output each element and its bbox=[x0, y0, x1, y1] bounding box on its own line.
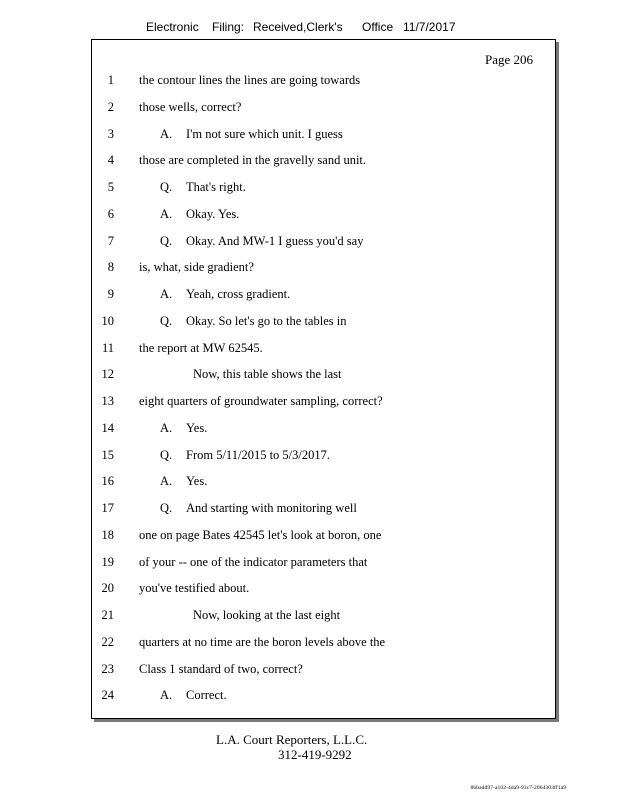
line-number: 22 bbox=[101, 634, 114, 649]
testimony-text: And starting with monitoring well bbox=[186, 501, 357, 515]
line-number: 19 bbox=[101, 554, 114, 569]
testimony-text: Correct. bbox=[186, 688, 227, 703]
testimony-text: From 5/11/2015 to 5/3/2017. bbox=[186, 447, 330, 462]
reporter-company: L.A. Court Reporters, L.L.C. bbox=[216, 732, 368, 747]
line-number: 24 bbox=[101, 688, 114, 703]
transcript-line bbox=[92, 124, 555, 144]
transcript-line bbox=[92, 231, 555, 251]
line-text bbox=[160, 445, 330, 465]
testimony-text: you've testified about. bbox=[139, 581, 250, 596]
testimony-text: Yes. bbox=[186, 474, 208, 489]
transcript-line bbox=[92, 525, 555, 545]
testimony-text: eight quarters of groundwater sampling, correct? bbox=[139, 394, 383, 408]
speaker-label: A. bbox=[160, 287, 173, 301]
line-text bbox=[139, 578, 249, 598]
transcript-line bbox=[92, 552, 555, 572]
transcript-line bbox=[92, 418, 555, 438]
line-text bbox=[139, 391, 383, 411]
line-text bbox=[160, 284, 290, 304]
transcript-line bbox=[92, 204, 555, 224]
speaker-label: Q. bbox=[160, 447, 173, 462]
transcript-line bbox=[92, 311, 555, 331]
line-number: 7 bbox=[107, 233, 114, 248]
line-text bbox=[139, 659, 303, 679]
filing-header-word: Office bbox=[362, 20, 394, 34]
line-text bbox=[160, 311, 346, 331]
line-text bbox=[139, 150, 366, 170]
transcript-line bbox=[92, 284, 555, 304]
speaker-label: Q. bbox=[160, 313, 173, 328]
line-number: 13 bbox=[101, 394, 114, 408]
line-number: 20 bbox=[101, 581, 114, 596]
speaker-label: Q. bbox=[160, 501, 173, 515]
line-text bbox=[160, 177, 246, 197]
transcript-line bbox=[92, 391, 555, 411]
line-text bbox=[160, 124, 343, 144]
filing-header-word: Filing: bbox=[212, 20, 245, 34]
testimony-text: Okay. Yes. bbox=[186, 206, 240, 221]
line-number: 14 bbox=[101, 420, 114, 435]
testimony-text: one on page Bates 42545 let's look at boron, one bbox=[139, 527, 382, 542]
line-text bbox=[139, 338, 263, 358]
line-text bbox=[139, 70, 360, 90]
transcript-line bbox=[92, 498, 555, 518]
line-number: 16 bbox=[101, 474, 114, 489]
testimony-text: That's right. bbox=[186, 180, 246, 194]
testimony-text: Yes. bbox=[186, 420, 208, 435]
line-text bbox=[139, 552, 367, 572]
testimony-text: the report at MW 62545. bbox=[139, 340, 263, 355]
line-text bbox=[139, 257, 254, 277]
transcript-line bbox=[92, 445, 555, 465]
testimony-text: of your -- one of the indicator parameters that bbox=[139, 554, 368, 569]
transcript-line bbox=[92, 632, 555, 652]
testimony-text: quarters at no time are the boron levels above the bbox=[139, 634, 386, 649]
document-id: 8bbadd97-a102-4da9-93c7-2064303ff1a9 bbox=[470, 785, 566, 791]
testimony-text: Okay. And MW-1 I guess you'd say bbox=[186, 233, 364, 248]
line-text bbox=[139, 525, 381, 545]
testimony-text: those are completed in the gravelly sand unit. bbox=[139, 153, 367, 168]
transcript-page bbox=[91, 39, 556, 719]
line-text bbox=[139, 97, 241, 117]
speaker-label: A. bbox=[160, 474, 173, 489]
filing-date: 11/7/2017 bbox=[403, 20, 456, 34]
line-number: 18 bbox=[101, 527, 114, 542]
line-text bbox=[193, 605, 340, 625]
testimony-text: Class 1 standard of two, correct? bbox=[139, 661, 303, 676]
line-number: 23 bbox=[101, 661, 114, 676]
line-text bbox=[160, 685, 227, 705]
transcript-line bbox=[92, 364, 555, 384]
transcript-line bbox=[92, 97, 555, 117]
line-text bbox=[139, 632, 385, 652]
line-text bbox=[193, 364, 341, 384]
page-number: Page 206 bbox=[484, 52, 533, 67]
line-number: 10 bbox=[101, 313, 114, 328]
line-number: 11 bbox=[101, 340, 114, 355]
line-number: 6 bbox=[107, 206, 114, 221]
transcript-line bbox=[92, 685, 555, 705]
testimony-text: the contour lines the lines are going towards bbox=[139, 73, 361, 87]
speaker-label: Q. bbox=[160, 180, 173, 194]
line-number: 15 bbox=[101, 447, 114, 462]
line-text bbox=[160, 498, 357, 518]
testimony-text: Now, looking at the last eight bbox=[193, 608, 341, 622]
line-number: 12 bbox=[101, 367, 114, 382]
line-number: 2 bbox=[107, 99, 114, 114]
testimony-text: those wells, correct? bbox=[139, 99, 242, 114]
speaker-label: A. bbox=[160, 206, 173, 221]
testimony-text: Yeah, cross gradient. bbox=[186, 287, 291, 301]
testimony-text: is, what, side gradient? bbox=[139, 260, 254, 275]
speaker-label: Q. bbox=[160, 233, 173, 248]
transcript-line bbox=[92, 70, 555, 90]
line-number: 4 bbox=[107, 153, 114, 168]
filing-header-word: Received,Clerk's bbox=[253, 20, 343, 34]
speaker-label: A. bbox=[160, 126, 173, 141]
line-text bbox=[160, 231, 363, 251]
line-number: 8 bbox=[107, 260, 114, 275]
transcript-line bbox=[92, 150, 555, 170]
transcript-line bbox=[92, 471, 555, 491]
testimony-text: Now, this table shows the last bbox=[193, 367, 342, 382]
speaker-label: A. bbox=[160, 420, 173, 435]
line-number: 1 bbox=[107, 73, 114, 87]
transcript-line bbox=[92, 605, 555, 625]
transcript-line bbox=[92, 578, 555, 598]
line-text bbox=[160, 204, 239, 224]
reporter-phone: 312-419-9292 bbox=[278, 747, 352, 762]
line-number: 21 bbox=[101, 608, 114, 622]
line-text bbox=[160, 418, 207, 438]
testimony-text: I'm not sure which unit. I guess bbox=[186, 126, 343, 141]
line-number: 3 bbox=[107, 126, 114, 141]
line-number: 9 bbox=[107, 287, 114, 301]
speaker-label: A. bbox=[160, 688, 173, 703]
transcript-line bbox=[92, 659, 555, 679]
line-number: 5 bbox=[107, 180, 114, 194]
transcript-line bbox=[92, 338, 555, 358]
line-number: 17 bbox=[101, 501, 114, 515]
transcript-line bbox=[92, 177, 555, 197]
line-text bbox=[160, 471, 207, 491]
filing-header-word: Electronic bbox=[146, 20, 199, 34]
testimony-text: Okay. So let's go to the tables in bbox=[186, 313, 347, 328]
transcript-line bbox=[92, 257, 555, 277]
